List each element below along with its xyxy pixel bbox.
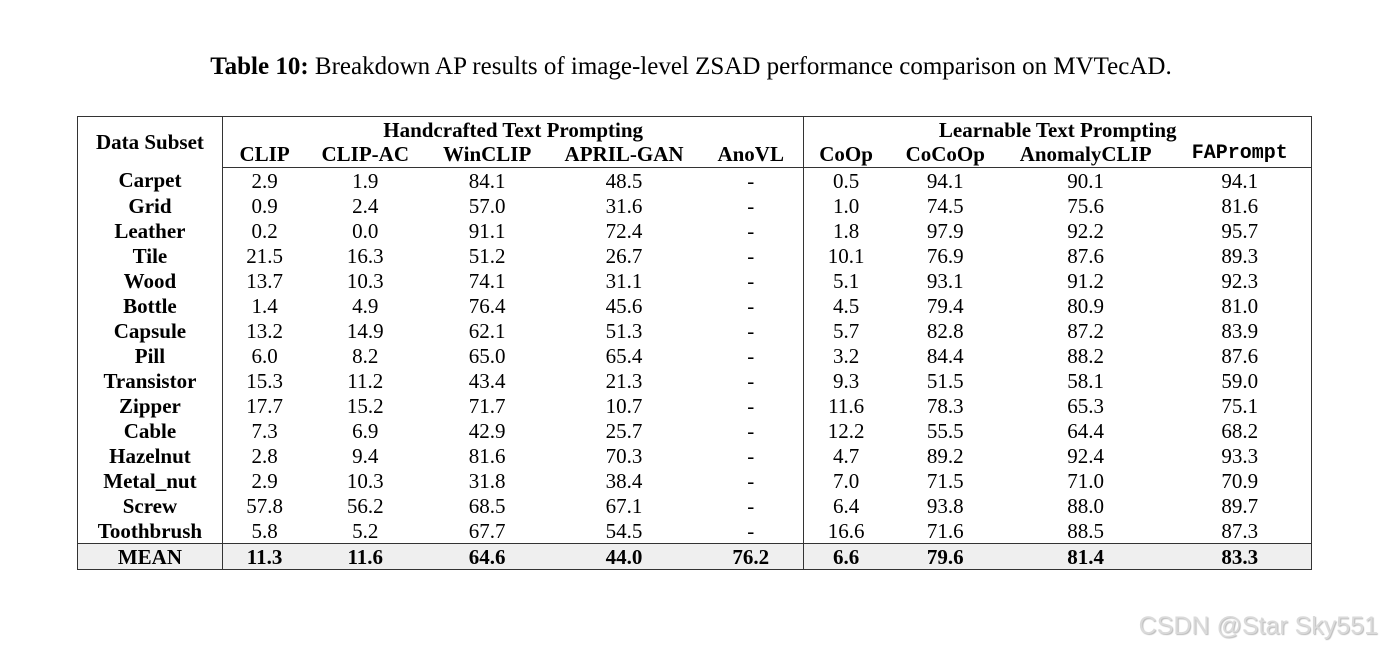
value-cell: 15.2 [346, 393, 384, 418]
value-cell: 83.3 [1169, 544, 1312, 570]
value-cell: 1.8 [832, 218, 860, 243]
subset-cell: Bottle [78, 293, 223, 318]
value-cell: 11.6 [306, 544, 424, 570]
value-cell: 6.6 [804, 544, 888, 570]
value-cell: 12.2 [827, 418, 865, 443]
table-caption [0, 50, 1382, 84]
value-cell: 21.3 [605, 368, 643, 393]
value-cell: 2.9 [251, 168, 278, 193]
subset-cell: Transistor [78, 368, 223, 393]
value-cell: 55.5 [926, 418, 964, 443]
value-cell: 88.0 [1067, 493, 1104, 518]
subset-cell: Tile [78, 243, 223, 268]
value-cell: 0.5 [832, 168, 860, 193]
value-cell: - [698, 218, 804, 243]
value-cell: 51.3 [605, 318, 643, 343]
value-cell: 78.3 [926, 393, 964, 418]
table-row [78, 343, 1312, 368]
value-cell: - [698, 443, 804, 468]
table-row [78, 168, 1312, 194]
table-row [78, 418, 1312, 443]
value-cell: 16.6 [827, 518, 865, 543]
value-cell: 1.0 [832, 193, 860, 218]
value-cell: 90.1 [1067, 168, 1104, 193]
value-cell: 5.2 [352, 518, 379, 543]
value-cell: 1.4 [251, 293, 278, 318]
value-cell: 81.4 [1003, 544, 1169, 570]
value-cell: 79.4 [926, 293, 964, 318]
value-cell: 42.9 [468, 418, 506, 443]
column-header-anomalyclip: AnomalyCLIP [1003, 141, 1169, 168]
value-cell: 57.8 [246, 493, 283, 518]
value-cell: - [698, 393, 804, 418]
value-cell: 1.9 [352, 168, 379, 193]
value-cell: 67.1 [605, 493, 643, 518]
value-cell: 48.5 [605, 168, 643, 193]
subset-cell: Capsule [78, 318, 223, 343]
value-cell: 87.6 [1221, 343, 1259, 368]
table-row [78, 518, 1312, 544]
table-row [78, 193, 1312, 218]
value-cell: 0.0 [352, 218, 379, 243]
value-cell: 92.3 [1221, 268, 1259, 293]
value-cell: 92.2 [1067, 218, 1104, 243]
value-cell: 0.9 [251, 193, 278, 218]
subset-cell: Cable [78, 418, 223, 443]
value-cell: 11.2 [347, 368, 384, 393]
table-row [78, 318, 1312, 343]
value-cell: 13.2 [246, 318, 283, 343]
value-cell: 71.6 [926, 518, 964, 543]
subset-cell: Hazelnut [78, 443, 223, 468]
value-cell: 7.0 [832, 468, 860, 493]
table-row [78, 468, 1312, 493]
value-cell: 76.9 [926, 243, 964, 268]
value-cell: 94.1 [1221, 168, 1259, 193]
value-cell: 89.7 [1221, 493, 1259, 518]
table-row [78, 293, 1312, 318]
value-cell: 92.4 [1067, 443, 1104, 468]
column-header-april-gan: APRIL-GAN [550, 141, 698, 168]
subset-cell: Zipper [78, 393, 223, 418]
group-header-handcrafted: Handcrafted Text Prompting [222, 117, 804, 142]
value-cell: - [698, 168, 804, 194]
value-cell: 68.5 [468, 493, 506, 518]
value-cell: 64.6 [424, 544, 550, 570]
value-cell: 79.6 [888, 544, 1003, 570]
table-row [78, 268, 1312, 293]
value-cell: 11.6 [828, 393, 865, 418]
value-cell: - [698, 293, 804, 318]
value-cell: 76.4 [468, 293, 506, 318]
results-table [77, 116, 1312, 570]
value-cell: 16.3 [346, 243, 384, 268]
subset-cell: Pill [78, 343, 223, 368]
value-cell: 10.7 [605, 393, 643, 418]
column-header-clip-ac: CLIP-AC [306, 141, 424, 168]
column-header-faprompt: FAPrompt [1169, 141, 1312, 168]
value-cell: 5.7 [832, 318, 860, 343]
value-cell: - [698, 368, 804, 393]
value-cell: 6.4 [832, 493, 860, 518]
value-cell: 2.9 [251, 468, 278, 493]
value-cell: 38.4 [605, 468, 643, 493]
value-cell: - [698, 468, 804, 493]
table-row [78, 218, 1312, 243]
value-cell: 8.2 [352, 343, 379, 368]
value-cell: 6.0 [251, 343, 278, 368]
value-cell: 70.9 [1221, 468, 1259, 493]
value-cell: 80.9 [1067, 293, 1104, 318]
value-cell: 68.2 [1221, 418, 1259, 443]
value-cell: 75.1 [1221, 393, 1259, 418]
value-cell: 93.3 [1221, 443, 1259, 468]
value-cell: 71.0 [1067, 468, 1104, 493]
subset-cell: Wood [78, 268, 223, 293]
subset-cell: Carpet [78, 168, 223, 194]
value-cell: 10.3 [346, 468, 384, 493]
value-cell: 70.3 [605, 443, 643, 468]
table-row [78, 443, 1312, 468]
value-cell: 10.3 [346, 268, 384, 293]
value-cell: 91.1 [468, 218, 506, 243]
value-cell: 58.1 [1067, 368, 1104, 393]
value-cell: 97.9 [926, 218, 964, 243]
value-cell: 81.6 [468, 443, 506, 468]
value-cell: 44.0 [550, 544, 698, 570]
value-cell: 54.5 [605, 518, 643, 543]
value-cell: 93.8 [926, 493, 964, 518]
mean-row [78, 544, 1312, 570]
value-cell: 88.2 [1067, 343, 1104, 368]
value-cell: - [698, 493, 804, 518]
subset-cell: Toothbrush [78, 518, 223, 544]
table-body [78, 168, 1312, 570]
value-cell: 64.4 [1067, 418, 1104, 443]
value-cell: 14.9 [346, 318, 384, 343]
table-row [78, 393, 1312, 418]
value-cell: 81.0 [1221, 293, 1259, 318]
group-header-learnable: Learnable Text Prompting [938, 118, 1177, 142]
value-cell: 84.1 [468, 168, 506, 193]
value-cell: 57.0 [468, 193, 506, 218]
column-header-coop: CoOp [804, 141, 888, 168]
value-cell: - [698, 318, 804, 343]
value-cell: 65.4 [605, 343, 643, 368]
value-cell: 76.2 [698, 544, 804, 570]
value-cell: 11.3 [222, 544, 306, 570]
value-cell: 4.7 [832, 443, 860, 468]
subset-cell: Screw [78, 493, 223, 518]
value-cell: 95.7 [1221, 218, 1259, 243]
value-cell: 21.5 [246, 243, 283, 268]
subset-cell: MEAN [78, 544, 223, 570]
value-cell: 62.1 [468, 318, 506, 343]
caption-label: Table 10: [210, 53, 309, 80]
value-cell: 91.2 [1067, 268, 1104, 293]
subset-cell: Leather [78, 218, 223, 243]
column-header-clip: CLIP [222, 141, 306, 168]
column-header-anovl: AnoVL [698, 141, 804, 168]
value-cell: 89.3 [1221, 243, 1259, 268]
value-cell: 88.5 [1067, 518, 1104, 543]
value-cell: 2.4 [352, 193, 379, 218]
value-cell: 56.2 [346, 493, 384, 518]
value-cell: 87.3 [1221, 518, 1259, 543]
value-cell: 3.2 [832, 343, 860, 368]
value-cell: 65.3 [1067, 393, 1104, 418]
value-cell: 51.2 [468, 243, 506, 268]
table-row [78, 493, 1312, 518]
value-cell: 9.4 [352, 443, 379, 468]
value-cell: 94.1 [926, 168, 964, 193]
value-cell: 13.7 [246, 268, 283, 293]
value-cell: 9.3 [832, 368, 860, 393]
value-cell: 65.0 [468, 343, 506, 368]
value-cell: 71.5 [926, 468, 964, 493]
value-cell: 31.6 [605, 193, 643, 218]
column-header-winclip: WinCLIP [424, 141, 550, 168]
value-cell: 74.1 [468, 268, 506, 293]
value-cell: - [698, 193, 804, 218]
value-cell: 93.1 [926, 268, 964, 293]
value-cell: - [698, 343, 804, 368]
value-cell: 67.7 [468, 518, 506, 543]
value-cell: - [698, 243, 804, 268]
value-cell: 87.6 [1067, 243, 1104, 268]
value-cell: 7.3 [251, 418, 278, 443]
value-cell: 15.3 [246, 368, 283, 393]
value-cell: - [698, 418, 804, 443]
value-cell: 26.7 [605, 243, 643, 268]
value-cell: 82.8 [926, 318, 964, 343]
value-cell: 43.4 [468, 368, 506, 393]
table-row [78, 243, 1312, 268]
table-row [78, 368, 1312, 393]
value-cell: 5.8 [251, 518, 278, 543]
value-cell: 6.9 [352, 418, 379, 443]
caption-text: Breakdown AP results of image-level ZSAD performance comparison on MVTecAD. [308, 53, 1172, 80]
value-cell: 45.6 [605, 293, 643, 318]
value-cell: - [698, 518, 804, 544]
value-cell: 87.2 [1067, 318, 1104, 343]
value-cell: 25.7 [605, 418, 643, 443]
value-cell: 4.9 [352, 293, 379, 318]
value-cell: 74.5 [926, 193, 964, 218]
value-cell: 31.8 [468, 468, 506, 493]
value-cell: 89.2 [926, 443, 964, 468]
value-cell: 84.4 [926, 343, 964, 368]
value-cell: 17.7 [246, 393, 283, 418]
value-cell: 2.8 [251, 443, 278, 468]
value-cell: 0.2 [251, 218, 278, 243]
value-cell: 59.0 [1221, 368, 1259, 393]
value-cell: 5.1 [832, 268, 860, 293]
value-cell: 75.6 [1067, 193, 1104, 218]
value-cell: 31.1 [605, 268, 643, 293]
value-cell: 51.5 [926, 368, 964, 393]
subset-cell: Metal_nut [78, 468, 223, 493]
watermark: CSDN @Star Sky551 [1138, 612, 1378, 640]
subset-column-header: Data Subset [78, 117, 223, 168]
value-cell: 72.4 [605, 218, 643, 243]
subset-cell: Grid [78, 193, 223, 218]
value-cell: 83.9 [1221, 318, 1259, 343]
value-cell: - [698, 268, 804, 293]
column-header-cocoop: CoCoOp [888, 141, 1003, 168]
value-cell: 71.7 [468, 393, 506, 418]
value-cell: 81.6 [1221, 193, 1259, 218]
value-cell: 4.5 [832, 293, 860, 318]
value-cell: 10.1 [827, 243, 865, 268]
